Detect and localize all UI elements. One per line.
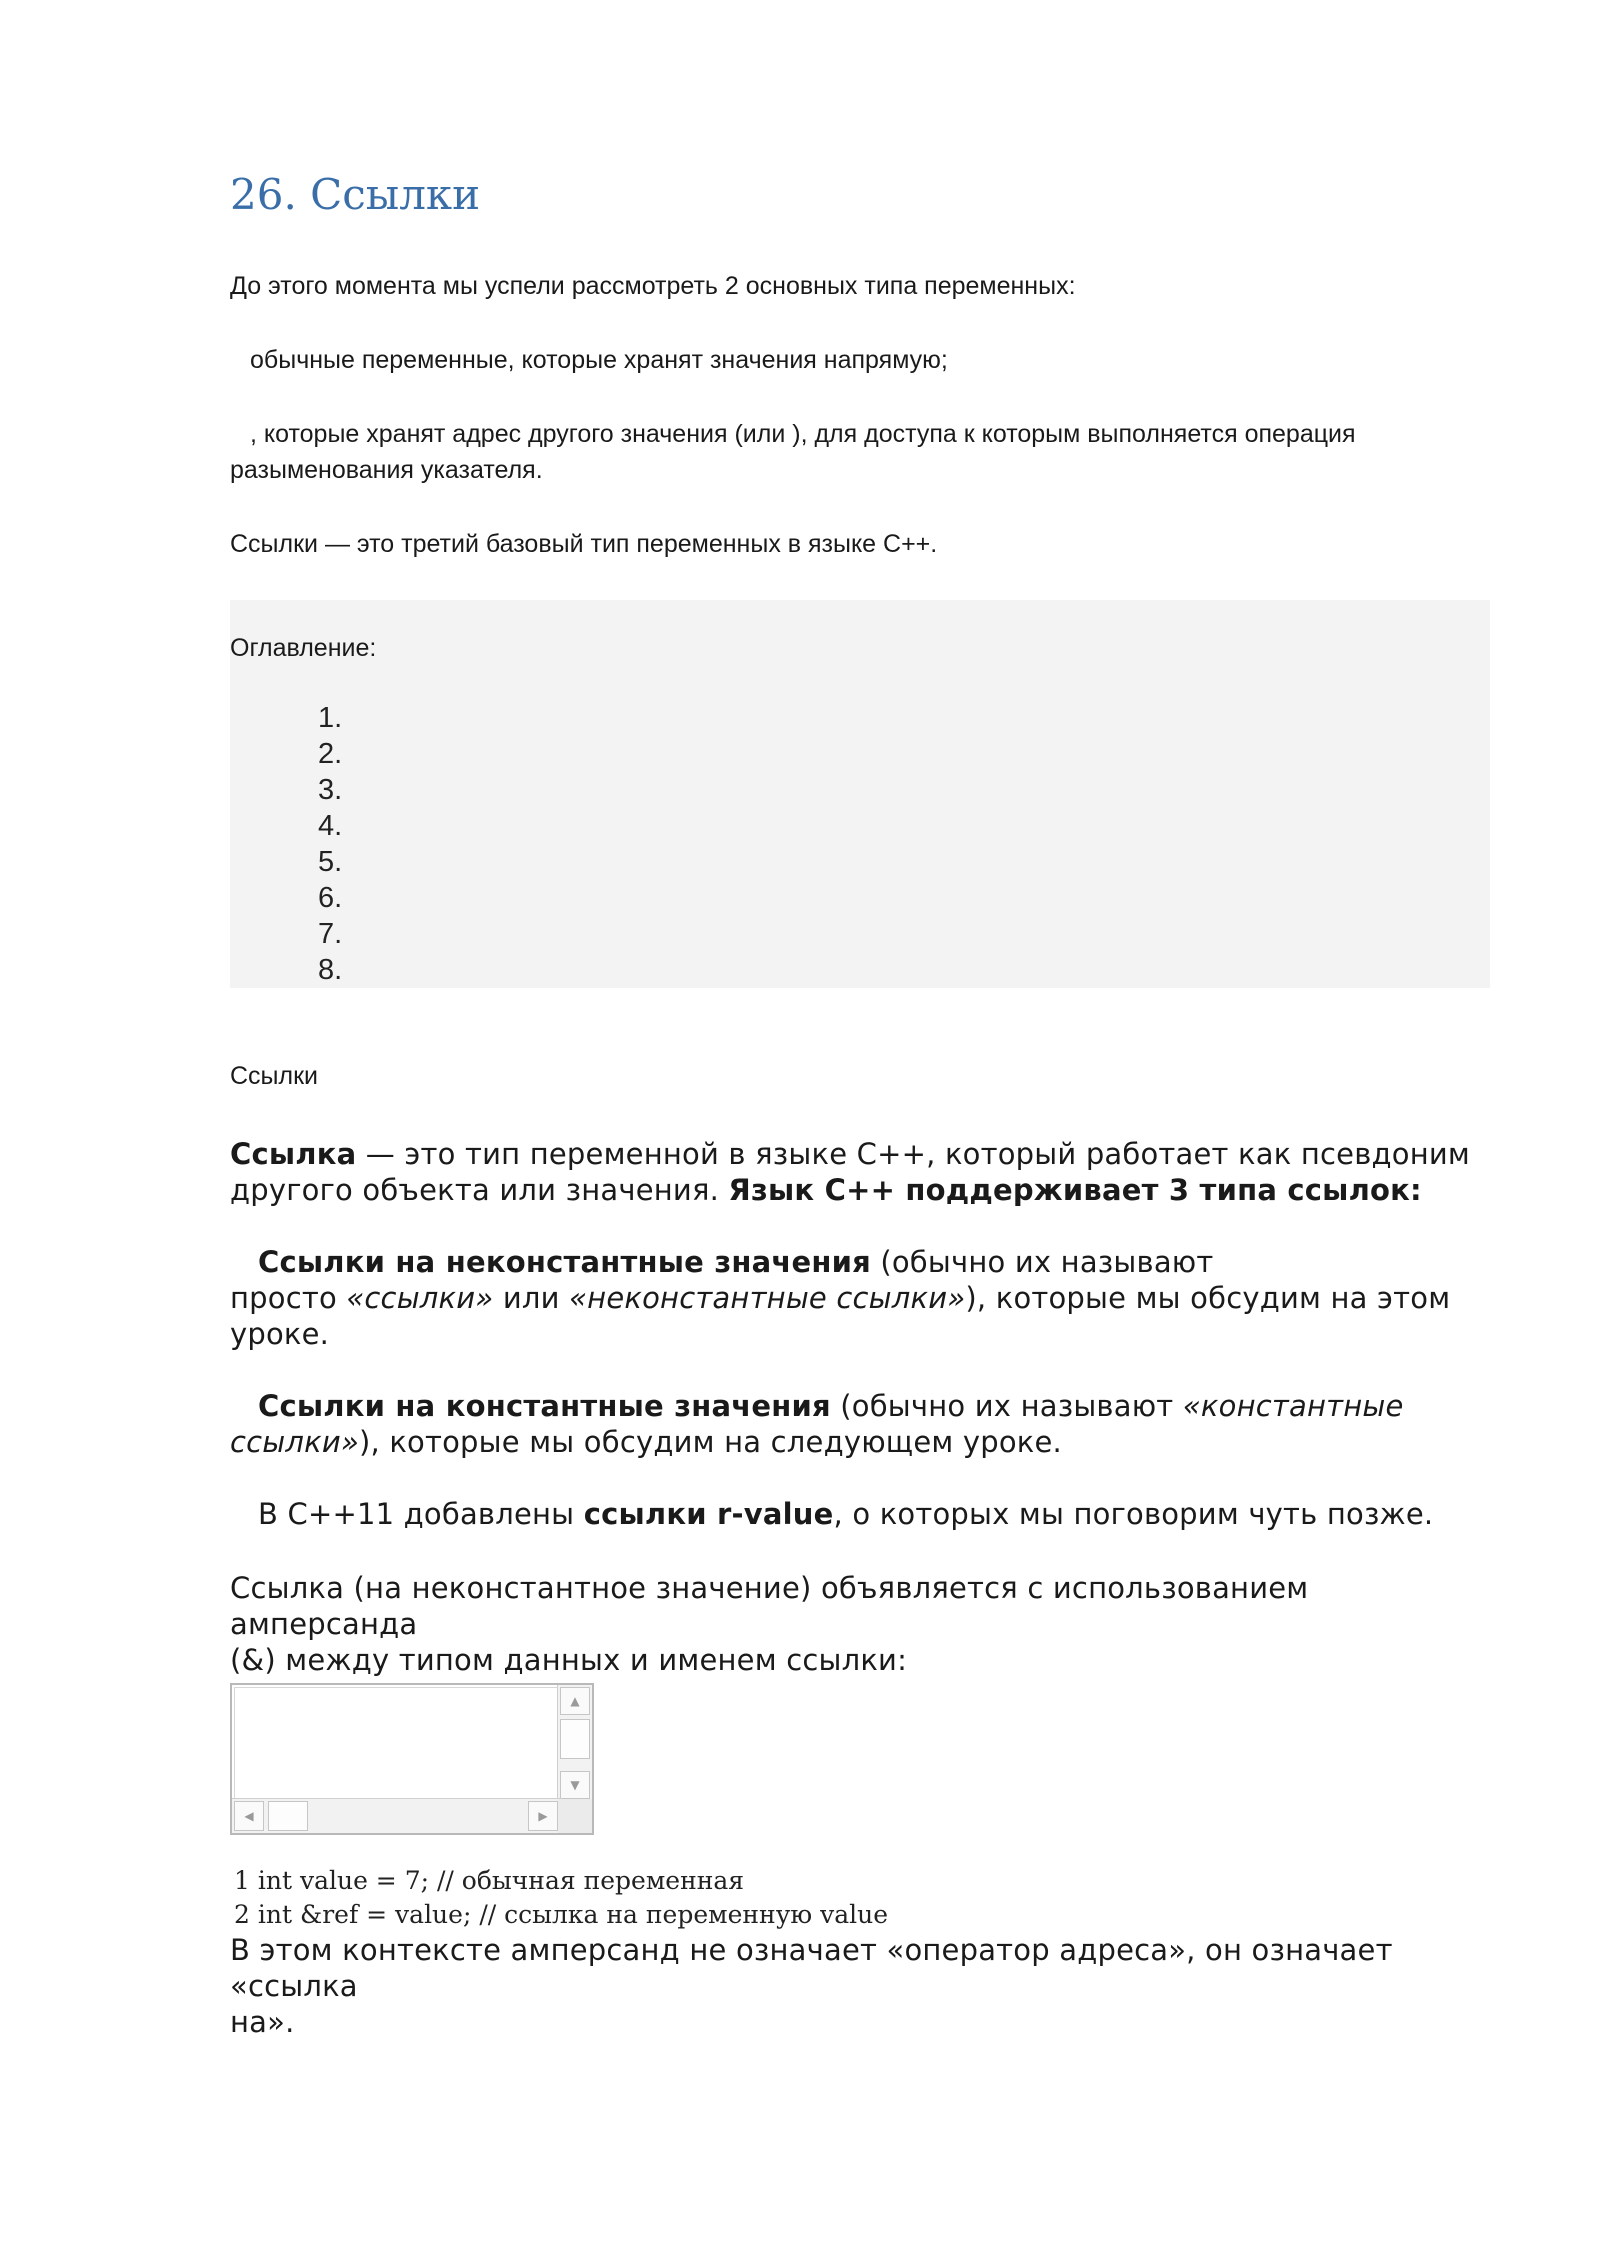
declaration-paragraph <box>230 1570 1490 1678</box>
code-scroll-box[interactable] <box>230 1683 594 1835</box>
ref-type-const <box>230 1388 1490 1460</box>
list-item-pointers-line1: , которые хранят адрес другого значения (или ), для доступа к которым выполняется операция <box>250 420 1356 448</box>
horizontal-scrollbar[interactable] <box>232 1798 562 1833</box>
scrollbar-corner <box>558 1799 592 1833</box>
horizontal-scroll-thumb[interactable] <box>268 1801 308 1831</box>
ref-type-const-text: (обычно их называют <box>830 1389 1183 1423</box>
ref-type-rvalue-title: ссылки r-value <box>583 1497 834 1531</box>
vertical-scroll-thumb[interactable] <box>560 1719 590 1759</box>
table-of-contents <box>230 600 1490 988</box>
ref-type-rvalue <box>230 1496 1490 1532</box>
ref-type-const-italic: «константные <box>1182 1389 1404 1423</box>
ref-type-nonconst-title: Ссылки на неконстантные значения <box>258 1245 871 1279</box>
ref-type-nonconst-text: просто <box>230 1281 347 1315</box>
ref-type-nonconst-text: (обычно их называют <box>870 1245 1214 1279</box>
ref-type-nonconst-text: уроке. <box>230 1317 330 1351</box>
ref-type-rvalue-text: В C++11 добавлены <box>258 1497 584 1531</box>
toc-item[interactable]: 8. <box>318 954 343 986</box>
definition-paragraph <box>230 1136 1490 1208</box>
ref-type-nonconst <box>230 1244 1490 1352</box>
ref-type-nonconst-text: ), которые мы обсудим на этом <box>965 1281 1451 1315</box>
intro-paragraph: До этого момента мы успели рассмотреть 2 основных типа переменных: <box>230 272 1076 300</box>
declaration-line: (&) между типом данных и именем ссылки: <box>230 1643 908 1677</box>
toc-item[interactable]: 1. <box>318 702 343 734</box>
scroll-down-arrow-icon[interactable]: ▼ <box>560 1771 590 1799</box>
toc-item[interactable]: 3. <box>318 774 343 806</box>
code-line: 1 int value = 7; // обычная переменная <box>234 1866 745 1895</box>
ref-type-nonconst-italic: «ссылки» <box>346 1281 494 1315</box>
ref-type-const-text: ), которые мы обсудим на следующем уроке. <box>358 1425 1062 1459</box>
toc-list <box>318 700 342 988</box>
ref-type-nonconst-italic: «неконстантные ссылки» <box>569 1281 966 1315</box>
ref-type-nonconst-text: или <box>493 1281 570 1315</box>
toc-item[interactable]: 2. <box>318 738 343 770</box>
ref-type-const-italic: ссылки» <box>230 1425 359 1459</box>
ref-type-rvalue-text: , о которых мы поговорим чуть позже. <box>833 1497 1434 1531</box>
toc-item[interactable]: 7. <box>318 918 343 950</box>
toc-item[interactable]: 6. <box>318 882 343 914</box>
declaration-line: Ссылка (на неконстантное значение) объявляется с использованием амперсанда <box>230 1571 1309 1641</box>
context-line: на». <box>230 2005 295 2039</box>
ref-type-const-title: Ссылки на константные значения <box>258 1389 831 1423</box>
scroll-right-arrow-icon[interactable]: ▶ <box>528 1801 558 1831</box>
scroll-up-arrow-icon[interactable]: ▲ <box>560 1687 590 1715</box>
toc-item[interactable]: 5. <box>318 846 343 878</box>
context-paragraph <box>230 1932 1490 2040</box>
section-heading: Ссылки <box>230 1062 319 1090</box>
definition-term: Ссылка <box>230 1137 357 1171</box>
list-item-pointers <box>230 416 1510 452</box>
vertical-scrollbar[interactable] <box>557 1685 592 1803</box>
definition-types-count: Язык C++ поддерживает 3 типа ссылок: <box>728 1173 1422 1207</box>
context-line: В этом контексте амперсанд не означает «оператор адреса», он означает «ссылка <box>230 1933 1393 2003</box>
code-line: 2 int &ref = value; // ссылка на переменную value <box>234 1900 889 1929</box>
definition-text-2: другого объекта или значения. <box>230 1173 729 1207</box>
toc-title: Оглавление: <box>230 634 377 662</box>
page-title: 26. Ссылки <box>230 170 481 219</box>
list-item-pointers-continuation: разыменования указателя. <box>230 456 543 484</box>
scroll-left-arrow-icon[interactable]: ◀ <box>234 1801 264 1831</box>
third-type-paragraph: Ссылки — это третий базовый тип переменных в языке C++. <box>230 530 938 558</box>
toc-item[interactable]: 4. <box>318 810 343 842</box>
definition-text: — это тип переменной в языке C++, который работает как псевдоним <box>356 1137 1470 1171</box>
list-item-regular-variables: обычные переменные, которые хранят значения напрямую; <box>250 346 948 374</box>
